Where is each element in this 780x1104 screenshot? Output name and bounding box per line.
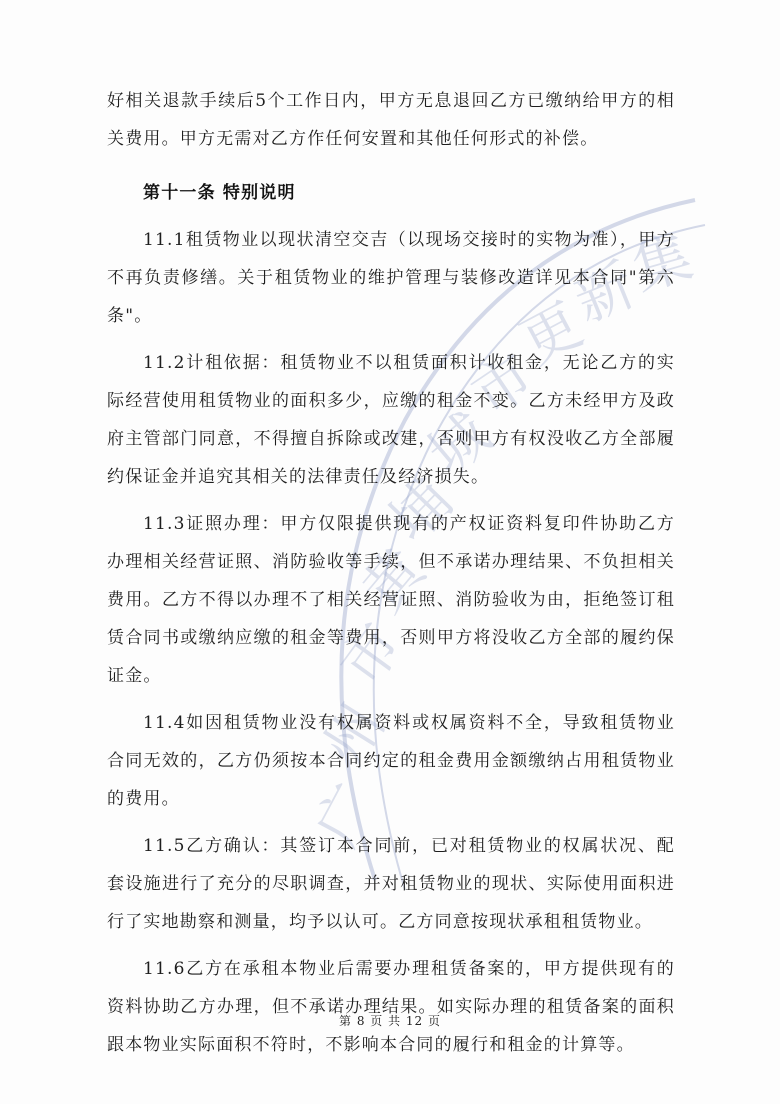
svg-text:广: 广 — [302, 773, 390, 857]
svg-text:州: 州 — [309, 692, 398, 778]
svg-text:集: 集 — [625, 222, 700, 304]
clause-11-2: 11.2计租依据：租赁物业不以租赁面积计收租金，无论乙方的实际经营使用租赁物业的面积多少，应缴的租金不变。乙方未经甲方及政府主管部门同意，不得擅自拆除或改建，否则甲方有权没收乙方全部履约保证金并追究其相关的法律责任及经济损失。 — [107, 353, 675, 487]
svg-text:埔: 埔 — [376, 465, 466, 555]
svg-text:城: 城 — [415, 399, 504, 489]
document-body — [107, 82, 675, 1064]
page-number-footer: 第 8 页 共 12 页 — [339, 1014, 441, 1028]
svg-text:黄: 黄 — [348, 535, 439, 624]
section-heading: 第十一条 特别说明 — [143, 183, 296, 203]
clause-11-3: 11.3证照办理：甲方仅限提供现有的产权证资料复印件协助乙方办理相关经营证照、消防验收等手续，但不承诺办理结果、不负担相关费用。乙方不得以办理不了相关经营证照、消防验收为由，拒绝签订租赁合同书或缴纳应缴的租金等费用，否则甲方将没收乙方全部的履约保证金。 — [107, 514, 675, 686]
clause-11-4: 11.4如因租赁物业没有权属资料或权属资料不全，导致租赁物业合同无效的，乙方仍须按本合同约定的租金费用金额缴纳占用租赁物业的费用。 — [107, 713, 675, 809]
svg-text:更: 更 — [509, 290, 593, 378]
svg-text:新: 新 — [564, 250, 645, 335]
clause-11-6: 11.6乙方在承租本物业后需要办理租赁备案的，甲方提供现有的资料协助乙方办理，但不承诺办理结果。如实际办理的租赁备案的面积跟本物业实际面积不符时，不影响本合同的履行和租金的计算等。 — [107, 959, 675, 1055]
clause-11-1: 11.1租赁物业以现状清空交吉（以现场交接时的实物为准），甲方不再负责修缮。关于租赁物业的维护管理与装修改造详见本合同"第六条"。 — [107, 230, 675, 326]
intro-paragraph: 好相关退款手续后5个工作日内，甲方无息退回乙方已缴纳给甲方的相关费用。甲方无需对乙方作任何安置和其他任何形式的补偿。 — [107, 91, 675, 149]
svg-text:市: 市 — [326, 611, 416, 699]
clause-11-5: 11.5乙方确认：其签订本合同前，已对租赁物业的权属状况、配套设施进行了充分的尽职调查，并对租赁物业的现状、实际使用面积进行了实地勘察和测量，均予以认可。乙方同意按现状承租租赁物业。 — [107, 836, 675, 932]
svg-text:市: 市 — [459, 340, 546, 430]
